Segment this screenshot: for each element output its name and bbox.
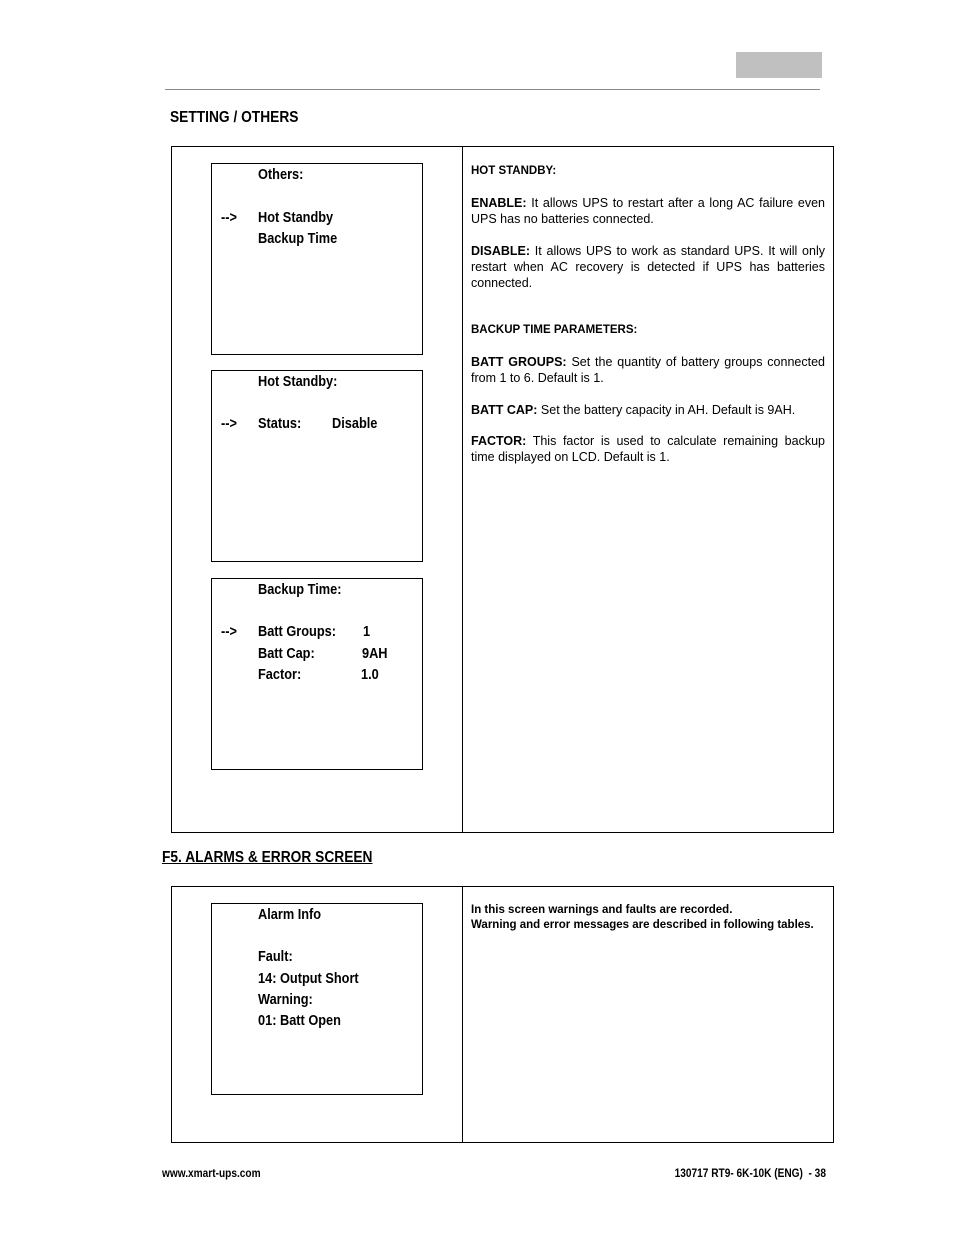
header-tab-block xyxy=(736,52,822,78)
lcd-menu-item-backup-time[interactable]: Backup Time xyxy=(258,231,338,247)
hot-standby-heading: HOT STANDBY: xyxy=(471,165,557,177)
lcd-factor-value[interactable]: 1.0 xyxy=(361,667,379,683)
alarms-table xyxy=(171,886,834,1143)
table-divider xyxy=(462,147,463,832)
lcd-title: Others: xyxy=(258,167,304,183)
footer-website[interactable]: www.xmart-ups.com xyxy=(162,1168,261,1180)
section-title-setting-others: SETTING / OTHERS xyxy=(170,109,299,126)
enable-label: ENABLE: xyxy=(471,196,527,210)
lcd-status-label: Status: xyxy=(258,416,302,432)
disable-text: It allows UPS to work as standard UPS. It will only restart when AC recovery is detected if UPS has batteries connected. xyxy=(471,244,825,290)
disable-label: DISABLE: xyxy=(471,244,531,258)
lcd-batt-cap-value[interactable]: 9AH xyxy=(362,646,388,662)
batt-groups-text: Set the quantity of battery groups connected from 1 to 6. Default is 1. xyxy=(471,355,825,385)
lcd-fault-value: 14: Output Short xyxy=(258,971,359,987)
header-rule xyxy=(165,89,820,90)
lcd-factor-label: Factor: xyxy=(258,667,302,683)
lcd-status-value[interactable]: Disable xyxy=(332,416,378,432)
lcd-batt-groups-value[interactable]: 1 xyxy=(363,624,371,640)
footer-page-number: - 38 xyxy=(808,1168,826,1180)
batt-cap-label: BATT CAP: xyxy=(471,403,538,417)
alarms-description xyxy=(471,903,825,933)
footer-doc-code: 130717 RT9- 6K-10K (ENG) xyxy=(674,1168,803,1180)
footer-doc-ref xyxy=(675,1168,826,1180)
lcd-warning-label: Warning: xyxy=(258,992,313,1008)
lcd-screen-hot-standby xyxy=(211,370,423,562)
lcd-batt-cap-label: Batt Cap: xyxy=(258,646,315,662)
factor-label: FACTOR: xyxy=(471,434,527,448)
alarms-desc-line1: In this screen warnings and faults are recorded. xyxy=(471,904,733,916)
lcd-screen-alarm-info xyxy=(211,903,423,1095)
lcd-screen-others xyxy=(211,163,423,355)
lcd-cursor-arrow: --> xyxy=(221,416,237,432)
batt-cap-text: Set the battery capacity in AH. Default is 9AH. xyxy=(537,403,796,417)
enable-text: It allows UPS to restart after a long AC failure even UPS has no batteries connected. xyxy=(471,196,825,226)
lcd-screen-backup-time xyxy=(211,578,423,770)
lcd-batt-groups-label: Batt Groups: xyxy=(258,624,336,640)
lcd-title: Alarm Info xyxy=(258,907,322,923)
lcd-title: Hot Standby: xyxy=(258,374,338,390)
backup-time-heading: BACKUP TIME PARAMETERS: xyxy=(471,324,638,336)
factor-text: This factor is used to calculate remaining backup time displayed on LCD. Default is 1. xyxy=(471,434,825,464)
batt-groups-label: BATT GROUPS: xyxy=(471,355,567,369)
lcd-fault-label: Fault: xyxy=(258,949,293,965)
lcd-cursor-arrow: --> xyxy=(221,210,237,226)
table-divider xyxy=(462,887,463,1142)
lcd-cursor-arrow: --> xyxy=(221,624,237,640)
lcd-title: Backup Time: xyxy=(258,582,342,598)
settings-description xyxy=(471,163,825,465)
lcd-warning-value: 01: Batt Open xyxy=(258,1013,341,1029)
section-title-alarms: F5. ALARMS & ERROR SCREEN xyxy=(162,849,373,866)
lcd-menu-item-hot-standby[interactable]: Hot Standby xyxy=(258,210,334,226)
settings-table xyxy=(171,146,834,833)
alarms-desc-line2: Warning and error messages are described in following tables. xyxy=(471,919,814,931)
